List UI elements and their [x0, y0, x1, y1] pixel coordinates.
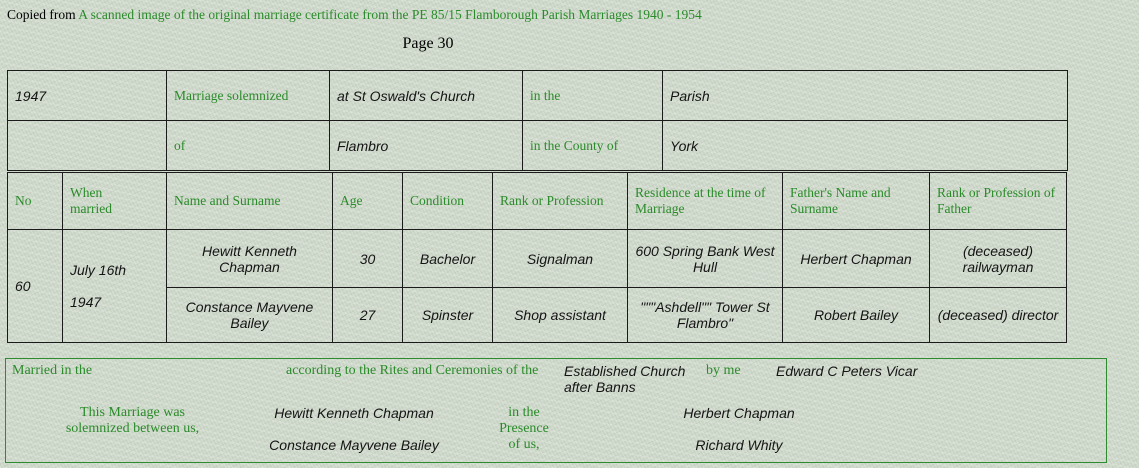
col-header-no: No [8, 173, 63, 230]
bride-father-name-value: Robert Bailey [783, 288, 930, 343]
married-in-the-label: Married in the [12, 363, 93, 378]
witness-signatures [589, 405, 889, 453]
col-header-rank: Rank or Profession [493, 173, 628, 230]
groom-age-value: 30 [333, 230, 403, 288]
bride-signature: Constance Mayvene Bailey [269, 437, 439, 453]
marriage-date-line2: 1947 [70, 294, 102, 310]
copied-from-label: Copied from [7, 7, 76, 22]
bride-row [8, 288, 1067, 343]
col-header-residence: Residence at the time of Marriage [628, 173, 783, 230]
groom-row [8, 230, 1067, 288]
marriage-solemnized-label: Marriage solemnized [167, 71, 330, 121]
groom-name-value: Hewitt Kenneth Chapman [167, 230, 333, 288]
marriage-date-line1: July 16th [70, 262, 127, 278]
after-banns-value: after Banns [564, 379, 636, 395]
church-value: at St Oswald's Church [330, 71, 523, 121]
presence-label [468, 405, 580, 453]
when-married-label: When married [70, 185, 112, 216]
col-header-condition: Condition [403, 173, 493, 230]
bride-condition-value: Spinster [403, 288, 493, 343]
scanned-image-link[interactable]: A scanned image of the original marriage certificate from the PE 85/15 Flamborough Parish Marriages 1940 - 1954 [78, 7, 702, 22]
groom-condition-value: Bachelor [403, 230, 493, 288]
header-table-row-2 [8, 121, 1068, 171]
witness2-signature: Richard Whity [695, 437, 783, 453]
presence-text: in the Presence of us, [499, 405, 549, 452]
col-header-age: Age [333, 173, 403, 230]
copied-from-line [7, 7, 702, 23]
bride-age-value: 27 [333, 288, 403, 343]
by-me-label: by me [706, 363, 741, 378]
col-header-name-surname: Name and Surname [167, 173, 333, 230]
county-label: in the County of [523, 121, 663, 171]
col-header-father-name: Father's Name and Surname [783, 173, 930, 230]
empty-cell [8, 121, 167, 171]
rites-ceremonies-label: according to the Rites and Ceremonies of the [286, 363, 539, 378]
when-married-value [63, 230, 167, 343]
parish-value: Parish [663, 71, 1068, 121]
groom-father-rank-value: (deceased) railwayman [930, 230, 1067, 288]
year-value: 1947 [8, 71, 167, 121]
of-label: of [167, 121, 330, 171]
header-table-row-1 [8, 71, 1068, 121]
witness1-signature: Herbert Chapman [683, 405, 795, 421]
church-rite-value [564, 363, 685, 395]
county-value: York [663, 121, 1068, 171]
groom-residence-value: 600 Spring Bank West Hull [628, 230, 783, 288]
record-number-value: 60 [8, 230, 63, 343]
bride-father-rank-value: (deceased) director [930, 288, 1067, 343]
bride-residence-value: """Ashdell"" Tower St Flambro" [628, 288, 783, 343]
couple-signatures [259, 405, 449, 453]
col-header-father-rank: Rank or Profession of Father [930, 173, 1067, 230]
marriage-header-table [7, 70, 1068, 171]
col-header-when-married [63, 173, 167, 230]
bride-rank-value: Shop assistant [493, 288, 628, 343]
this-marriage-text: This Marriage was solemnized between us, [65, 405, 200, 436]
officiant-signature: Edward C Peters Vicar [776, 363, 918, 379]
certificate-box [5, 358, 1107, 463]
established-church-value: Established Church [564, 363, 686, 379]
page-title: Page 30 [402, 35, 454, 52]
this-marriage-label [6, 405, 259, 437]
marriage-record-table [7, 172, 1067, 343]
groom-father-name-value: Herbert Chapman [783, 230, 930, 288]
parish-name-value: Flambro [330, 121, 523, 171]
bride-name-value: Constance Mayvene Bailey [167, 288, 333, 343]
groom-rank-value: Signalman [493, 230, 628, 288]
groom-signature: Hewitt Kenneth Chapman [274, 405, 434, 421]
record-table-header-row [8, 173, 1067, 230]
in-the-label: in the [523, 71, 663, 121]
